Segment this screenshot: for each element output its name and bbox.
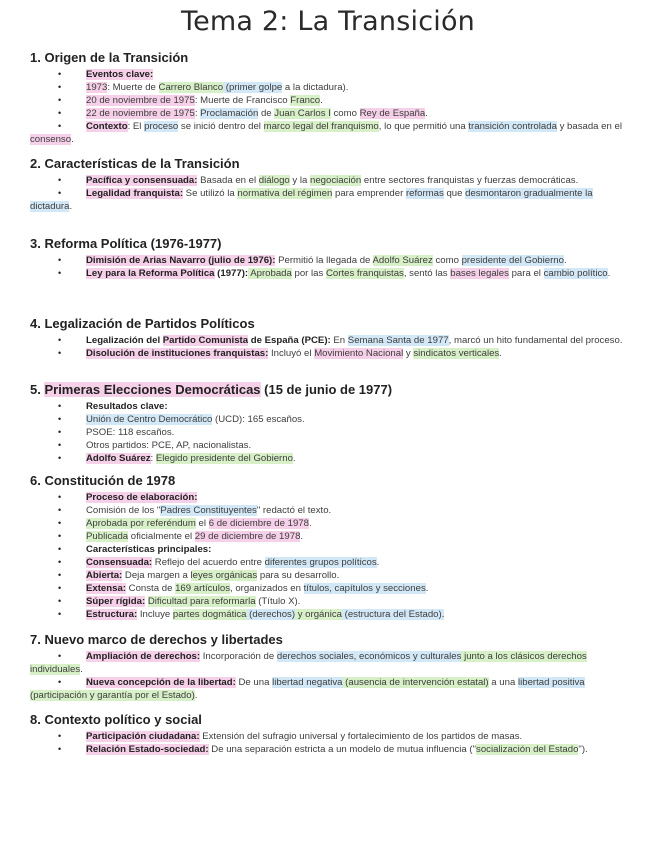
section-origen bbox=[30, 50, 636, 146]
list-item: • Relación Estado-sociedad: De una separación estricta a un modelo de mutua influencia ("socialización del Estado"). bbox=[58, 744, 588, 755]
section-heading: 3. Reforma Política (1976-1977) bbox=[30, 236, 222, 251]
section-contexto bbox=[30, 712, 636, 756]
list-item: • Legalización del Partido Comunista de España (PCE): En Semana Santa de 1977, marcó un hito fundamental del proceso. bbox=[58, 335, 623, 346]
list-item: • 20 de noviembre de 1975: Muerte de Francisco Franco. bbox=[58, 95, 323, 106]
list-item: • Resultados clave: bbox=[58, 401, 168, 412]
section-constitucion bbox=[30, 473, 636, 621]
section-elecciones bbox=[30, 382, 636, 465]
list-item: • Nueva concepción de la libertad: De una libertad negativa (ausencia de intervención estatal) a una libertad positiva (participación y garantía por el Estado). bbox=[30, 677, 585, 701]
list-item: • Publicada oficialmente el 29 de diciembre de 1978. bbox=[58, 531, 304, 542]
section-heading: 6. Constitución de 1978 bbox=[30, 473, 176, 488]
section-heading: 5. Primeras Elecciones Democráticas (15 de junio de 1977) bbox=[30, 382, 393, 397]
page-title: Tema 2: La Transición bbox=[180, 6, 475, 37]
list-item: • Participación ciudadana: Extensión del sufragio universal y fortalecimiento de los partidos de masas. bbox=[58, 731, 523, 742]
list-item: • Legalidad franquista: Se utilizó la normativa del régimen para emprender reformas que desmontaron gradualmente la dictadura. bbox=[30, 188, 593, 212]
list-item: • Ley para la Reforma Política (1977): Aprobada por las Cortes franquistas, sentó las bases legales para el cambio político. bbox=[58, 268, 611, 279]
list-item: • Comisión de los "Padres Constituyentes" redactó el texto. bbox=[58, 505, 332, 516]
section-heading: 7. Nuevo marco de derechos y libertades bbox=[30, 632, 283, 647]
list-item: • 1973: Muerte de Carrero Blanco (primer golpe a la dictadura). bbox=[58, 82, 349, 93]
list-item: • Ampliación de derechos: Incorporación de derechos sociales, económicos y culturales junto a los clásicos derechos individuales. bbox=[30, 651, 587, 675]
section-derechos bbox=[30, 632, 636, 702]
list-item: • Contexto: El proceso se inició dentro del marco legal del franquismo, lo que permitió una transición controlada y basada en el consenso. bbox=[30, 121, 622, 145]
section-heading: 2. Características de la Transición bbox=[30, 156, 240, 171]
list-item: • Proceso de elaboración: bbox=[58, 492, 198, 503]
list-item: • Aprobada por referéndum el 6 de diciembre de 1978. bbox=[58, 518, 312, 529]
list-item: • PSOE: 118 escaños. bbox=[58, 427, 175, 438]
list-item: • Otros partidos: PCE, AP, nacionalistas. bbox=[58, 440, 252, 451]
section-reforma bbox=[30, 236, 636, 280]
list-item: • Adolfo Suárez: Elegido presidente del Gobierno. bbox=[58, 453, 296, 464]
list-item: • Pacífica y consensuada: Basada en el diálogo y la negociación entre sectores franquistas y fuerzas democráticas. bbox=[58, 175, 579, 186]
section-caracteristicas bbox=[30, 156, 636, 213]
list-item: • Dimisión de Arias Navarro (julio de 1976): Permitió la llegada de Adolfo Suárez como presidente del Gobierno. bbox=[58, 255, 567, 266]
section-legalizacion bbox=[30, 316, 636, 360]
list-item: • Disolución de instituciones franquistas: Incluyó el Movimiento Nacional y sindicatos verticales. bbox=[58, 348, 502, 359]
list-item: • Estructura: Incluye partes dogmática (derechos) y orgánica (estructura del Estado). bbox=[58, 609, 445, 620]
list-item: • Extensa: Consta de 169 artículos, organizados en títulos, capítulos y secciones. bbox=[58, 583, 429, 594]
section-heading: 8. Contexto político y social bbox=[30, 712, 202, 727]
list-item: • Unión de Centro Democrático (UCD): 165 escaños. bbox=[58, 414, 305, 425]
list-item: • Súper rígida: Dificultad para reformarla (Título X). bbox=[58, 596, 301, 607]
section-heading: 4. Legalización de Partidos Políticos bbox=[30, 316, 255, 331]
list-item: • Consensuada: Reflejo del acuerdo entre diferentes grupos políticos. bbox=[58, 557, 380, 568]
list-item: • Características principales: bbox=[58, 544, 212, 555]
list-item: • Abierta: Deja margen a leyes orgánicas para su desarrollo. bbox=[58, 570, 340, 581]
section-heading: 1. Origen de la Transición bbox=[30, 50, 189, 65]
list-item: • Eventos clave: bbox=[58, 69, 154, 80]
list-item: • 22 de noviembre de 1975: Proclamación de Juan Carlos I como Rey de España. bbox=[58, 108, 428, 119]
